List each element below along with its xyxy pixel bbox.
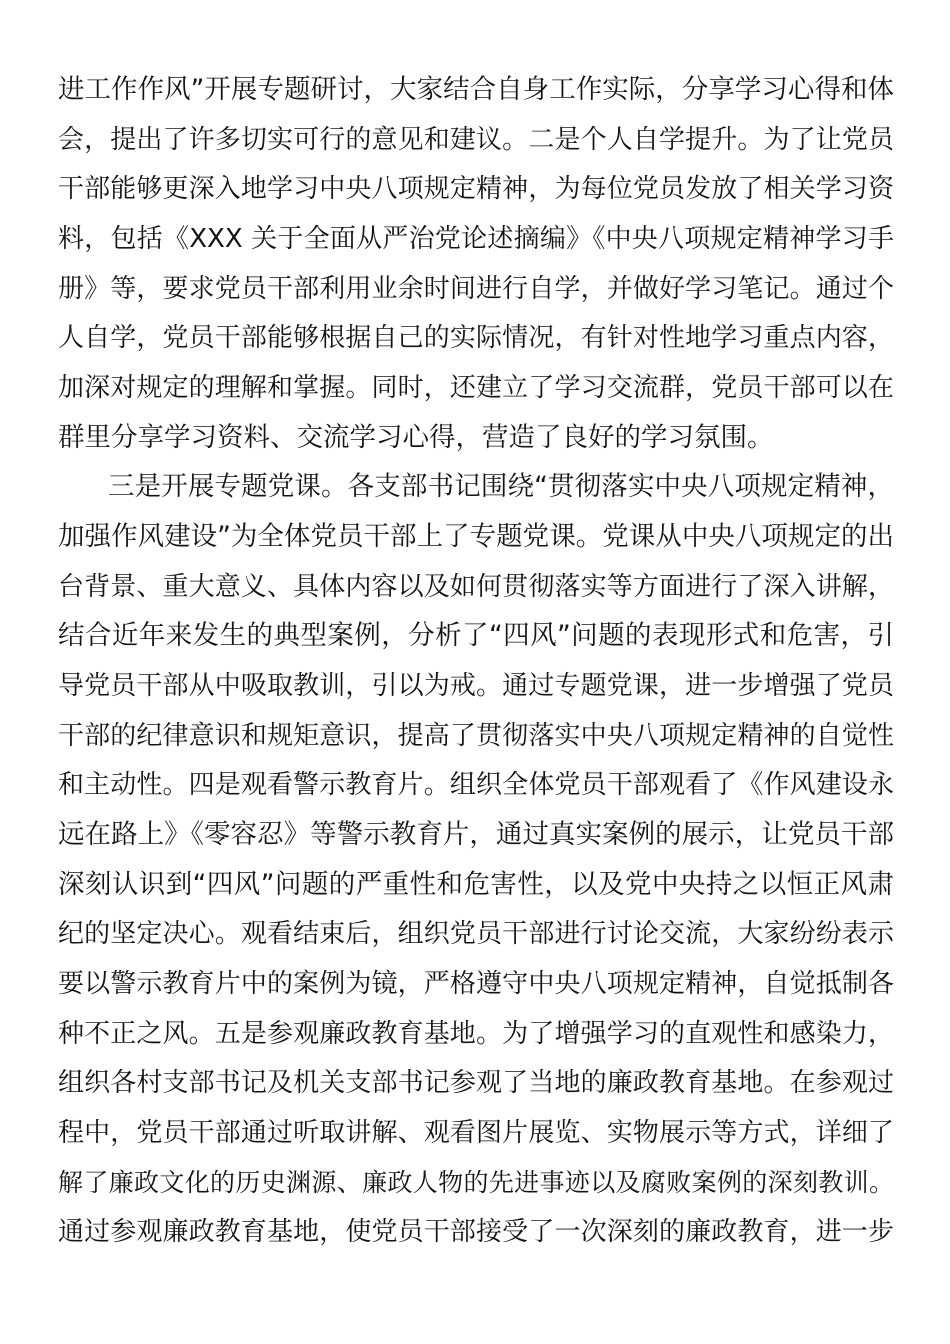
text-line: 加强作风建设”为全体党员干部上了专题党课。党课从中央八项规定的出 [58,521,894,552]
text-line: 册》等，要求党员干部利用业余时间进行自学，并做好学习笔记。通过个 [58,274,894,304]
text-line: 干部的纪律意识和规矩意识，提高了贯彻落实中央八项规定精神的自觉性 [58,721,894,751]
text-line: 深刻认识到“四风”问题的严重性和危害性，以及党中央持之以恒正风肃 [58,869,894,900]
text-line: 群里分享学习资料、交流学习心得，营造了良好的学习氛围。 [58,422,774,453]
text-line: 要以警示教育片中的案例为镜，严格遵守中央八项规定精神，自觉抵制各 [58,969,894,999]
text-line: 纪的坚定决心。观看结束后，组织党员干部进行讨论交流，大家纷纷表示 [58,919,894,949]
paragraph-first-line: 三是开展专题党课。各支部书记围绕“贯彻落实中央八项规定精神， [108,471,894,502]
text-line: 料，包括《XXX 关于全面从严治党论述摘编》《中央八项规定精神学习手 [58,224,894,254]
text-line: 远在路上》《零容忍》等警示教育片，通过真实案例的展示，让党员干部 [58,819,894,850]
text-line: 干部能够更深入地学习中央八项规定精神，为每位党员发放了相关学习资 [58,174,894,204]
text-line: 人自学，党员干部能够根据自己的实际情况，有针对性地学习重点内容， [58,323,894,353]
text-line: 台背景、重大意义、具体内容以及如何贯彻落实等方面进行了深入讲解， [58,572,894,602]
text-line: 进工作作风”开展专题研讨，大家结合自身工作实际，分享学习心得和体 [58,74,894,105]
text-line: 种不正之风。五是参观廉政教育基地。为了增强学习的直观性和感染力， [58,1019,894,1049]
text-line: 和主动性。四是观看警示教育片。组织全体党员干部观看了《作风建设永 [58,770,894,800]
text-line: 导党员干部从中吸取教训，引以为戒。通过专题党课，进一步增强了党员 [58,671,894,701]
text-line: 组织各村支部书记及机关支部书记参观了当地的廉政教育基地。在参观过 [58,1068,894,1098]
text-line: 结合近年来发生的典型案例，分析了“四风”问题的表现形式和危害，引 [58,620,894,651]
text-line: 会，提出了许多切实可行的意见和建议。二是个人自学提升。为了让党员 [58,125,894,155]
text-line: 程中，党员干部通过听取讲解、观看图片展览、实物展示等方式，详细了 [58,1118,894,1148]
text-line: 通过参观廉政教育基地，使党员干部接受了一次深刻的廉政教育，进一步 [58,1217,894,1247]
text-line: 加深对规定的理解和掌握。同时，还建立了学习交流群，党员干部可以在 [58,373,894,403]
text-line: 解了廉政文化的历史渊源、廉政人物的先进事迹以及腐败案例的深刻教训。 [58,1168,894,1197]
